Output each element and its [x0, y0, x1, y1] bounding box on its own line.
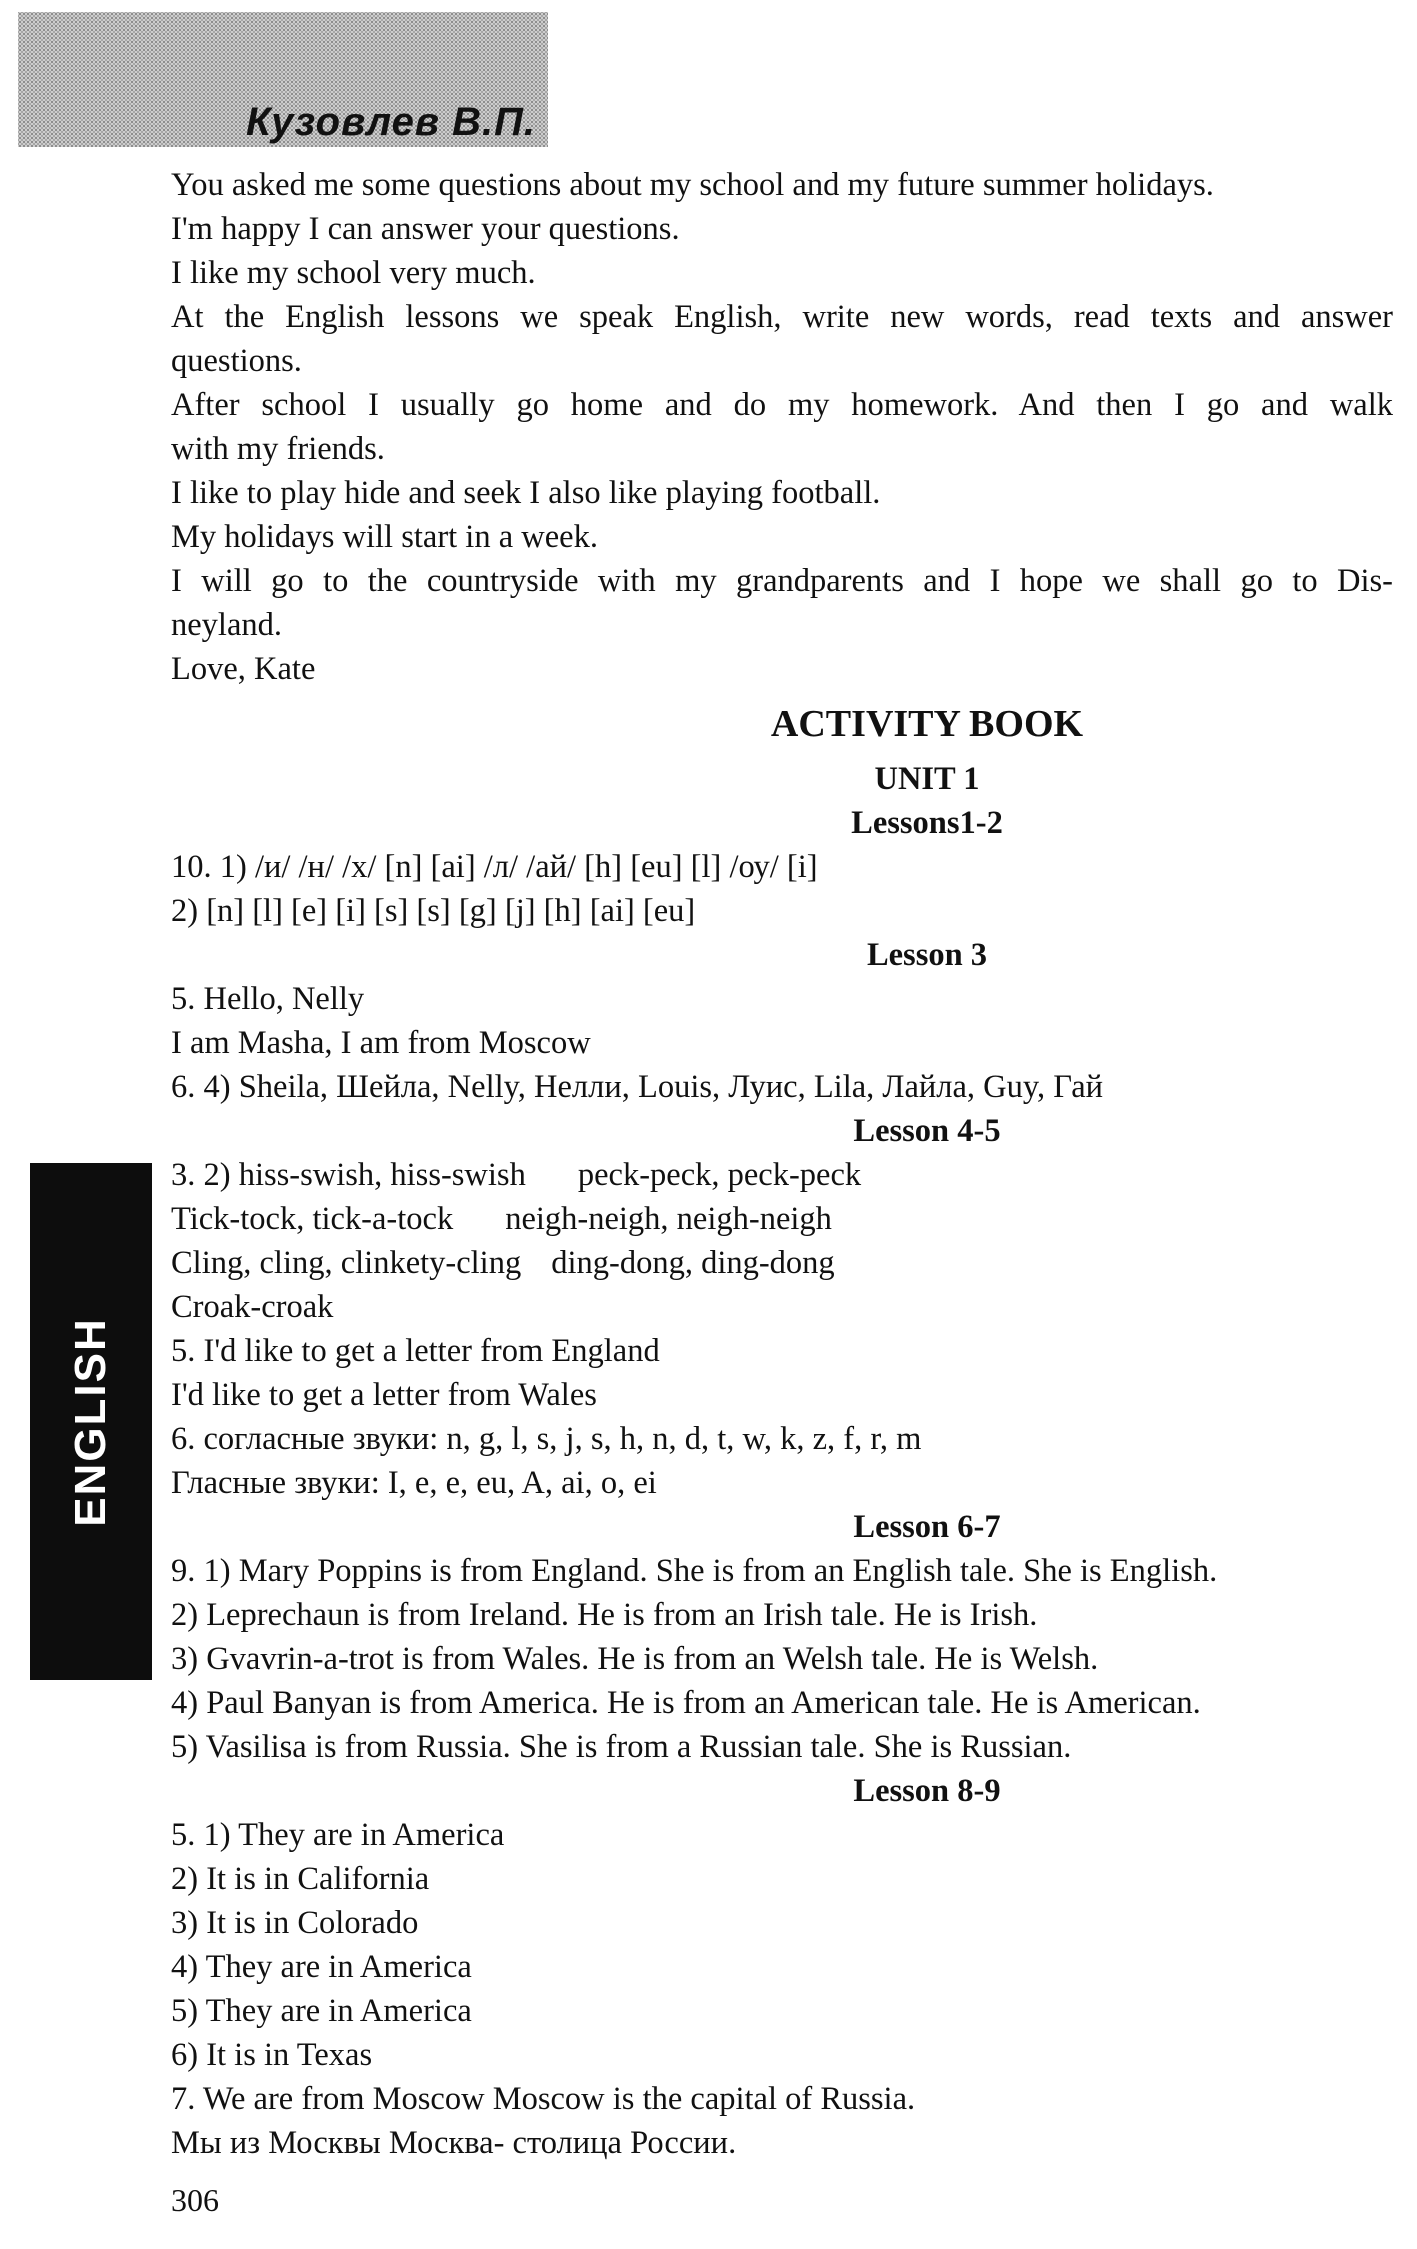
header-banner	[18, 12, 548, 147]
letter-signature: Love, Kate	[171, 651, 316, 687]
answer-line: 2) Leprechaun is from Ireland. He is from an Irish tale. He is Irish.	[171, 1597, 1038, 1633]
letter-line: My holidays will start in a week.	[171, 519, 598, 555]
answer-line: 5. Hello, Nelly	[171, 981, 365, 1017]
answer-line: 2) It is in California	[171, 1861, 430, 1897]
answer-line: 4) They are in America	[171, 1949, 472, 1985]
letter-line: At the English lessons we speak English, write new words, read texts and answer	[171, 299, 1393, 335]
page-content	[171, 163, 1393, 2165]
answer-line: 9. 1) Mary Poppins is from England. She is from an English tale. She is English.	[171, 1553, 1218, 1589]
lesson-heading: Lesson 8-9	[853, 1773, 1001, 1809]
author-name: Кузовлев В.П.	[246, 100, 537, 144]
answer-line: 4) Paul Banyan is from America. He is from an American tale. He is American.	[171, 1685, 1201, 1721]
letter-line: I'm happy I can answer your questions.	[171, 211, 680, 247]
answer-line: Croak-croak	[171, 1289, 334, 1325]
letter-line: with my friends.	[171, 431, 385, 467]
answer-line: 5. 1) They are in America	[171, 1817, 505, 1853]
lesson-heading: Lesson 6-7	[853, 1509, 1001, 1545]
letter-line: I will go to the countryside with my grandparents and I hope we shall go to Dis-	[171, 563, 1393, 599]
answer-line: 6) It is in Texas	[171, 2037, 373, 2073]
answer-left: Tick-tock, tick-a-tock	[171, 1201, 454, 1237]
answer-row	[171, 1153, 1393, 1197]
answer-row	[171, 1197, 1393, 1241]
answer-line: 5) Vasilisa is from Russia. She is from a Russian tale. She is Russian.	[171, 1729, 1072, 1765]
lesson-heading: Lessons1-2	[851, 805, 1003, 841]
side-tab	[30, 1163, 152, 1680]
answer-line: 2) [n] [l] [e] [i] [s] [s] [g] [j] [h] [ai] [eu]	[171, 893, 696, 929]
letter-line: After school I usually go home and do my homework. And then I go and walk	[171, 387, 1393, 423]
answer-line: 10. 1) /и/ /н/ /х/ [n] [ai] /л/ /ай/ [h] [eu] [l] /оу/ [i]	[171, 849, 818, 885]
answer-line: 5) They are in America	[171, 1993, 472, 2029]
answer-line: 6. согласные звуки: n, g, l, s, j, s, h, n, d, t, w, k, z, f, r, m	[171, 1421, 922, 1457]
letter-line: You asked me some questions about my school and my future summer holidays.	[171, 167, 1214, 203]
page-number: 306	[171, 2182, 219, 2218]
answer-line: 3) Gvavrin-a-trot is from Wales. He is from an Welsh tale. He is Welsh.	[171, 1641, 1099, 1677]
answer-row	[171, 1241, 1393, 1285]
letter-line: I like to play hide and seek I also like playing football.	[171, 475, 881, 511]
answer-left: 3. 2) hiss-swish, hiss-swish	[171, 1157, 526, 1193]
answer-line: Гласные звуки: I, e, e, eu, A, ai, o, ei	[171, 1465, 657, 1501]
answer-line: Мы из Москвы Москва- столица России.	[171, 2125, 737, 2161]
answer-line: 3) It is in Colorado	[171, 1905, 419, 1941]
answer-line: 5. I'd like to get a letter from England	[171, 1333, 660, 1369]
letter-line: neyland.	[171, 607, 283, 643]
answer-right: ding-dong, ding-dong	[551, 1245, 835, 1281]
answer-line: I am Masha, I am from Moscow	[171, 1025, 591, 1061]
answer-line: 7. We are from Moscow Moscow is the capital of Russia.	[171, 2081, 916, 2117]
letter-section	[171, 163, 1393, 691]
answer-left: Cling, cling, clinkety-cling	[171, 1245, 522, 1281]
letter-line: I like my school very much.	[171, 255, 536, 291]
answer-line: I'd like to get a letter from Wales	[171, 1377, 597, 1413]
lesson-heading: Lesson 3	[866, 937, 988, 973]
answer-line: 6. 4) Sheila, Шейла, Nelly, Нелли, Louis, Луис, Lila, Лайла, Guy, Гай	[171, 1069, 1104, 1105]
activity-book-title: ACTIVITY BOOK	[770, 703, 1084, 745]
letter-line: questions.	[171, 343, 302, 379]
answer-right: peck-peck, peck-peck	[577, 1157, 862, 1193]
lesson-heading: Lesson 4-5	[853, 1113, 1001, 1149]
answer-right: neigh-neigh, neigh-neigh	[505, 1201, 832, 1237]
unit-heading: UNIT 1	[874, 761, 980, 797]
side-tab-label: ENGLISH	[66, 1316, 115, 1527]
